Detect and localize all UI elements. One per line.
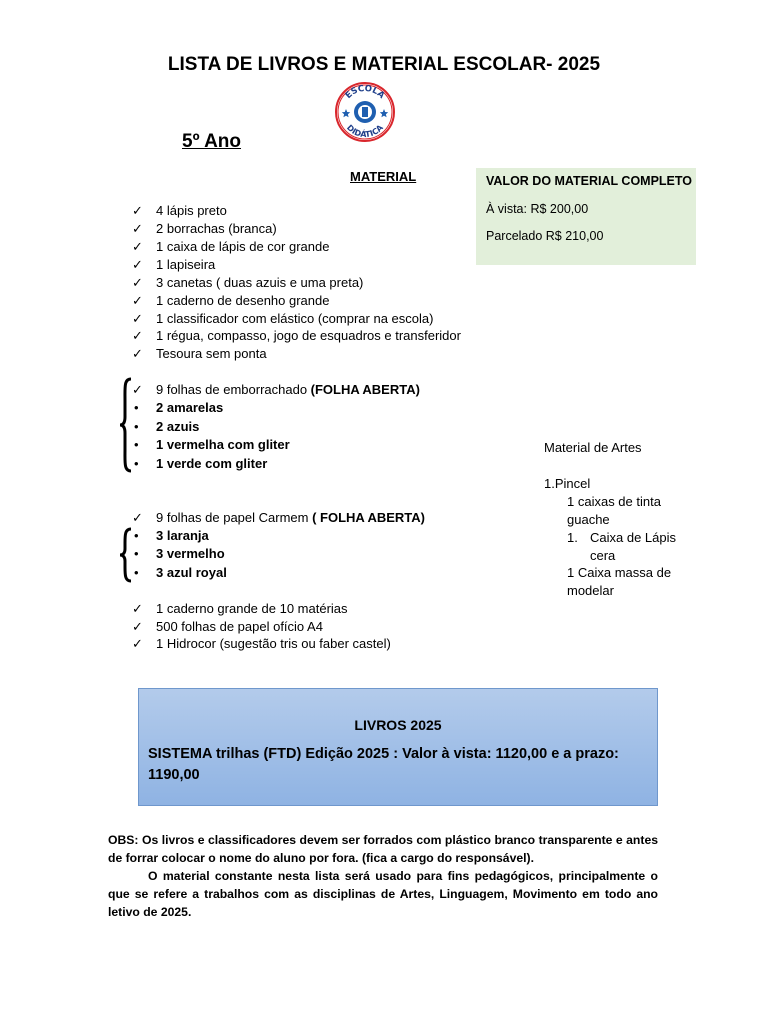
- price-box: [476, 168, 696, 265]
- books-box: [138, 688, 658, 806]
- material-heading: MATERIAL: [350, 169, 417, 184]
- price-heading: VALOR DO MATERIAL COMPLETO: [486, 174, 693, 188]
- logo-text-bottom: DIDÁTICA: [345, 123, 385, 140]
- arts-item: 1.Pincel: [544, 476, 591, 491]
- check-icon: ✓: [132, 346, 143, 361]
- check-icon: ✓: [132, 221, 143, 236]
- bullet-icon: •: [134, 437, 139, 452]
- price-cash: À vista: R$ 200,00: [486, 202, 589, 216]
- brace-icon: [118, 527, 134, 583]
- check-icon: ✓: [132, 257, 143, 272]
- arts-item: 1 Caixa massa de: [567, 565, 672, 580]
- check-icon: ✓: [132, 311, 143, 326]
- books-body: SISTEMA trilhas (FTD) Edição 2025 : Valor à vista: 1120,00 e a prazo: 1190,00: [148, 746, 619, 783]
- arts-item: cera: [590, 548, 616, 563]
- check-icon: ✓: [132, 382, 143, 397]
- bullet-icon: •: [134, 565, 139, 580]
- arts-item: guache: [567, 512, 610, 527]
- check-icon: ✓: [132, 275, 143, 290]
- check-icon: ✓: [132, 601, 143, 616]
- bullet-icon: •: [134, 528, 139, 543]
- obs-paragraph: OBS: Os livros e classificadores devem ser forrados com plástico branco transparente e antes de forrar colocar o nome do aluno por fora. (fica a cargo do responsável).: [108, 833, 658, 865]
- arts-heading: Material de Artes: [544, 440, 642, 455]
- arts-item: 1 caixas de tinta: [567, 494, 661, 509]
- check-icon: ✓: [132, 203, 143, 218]
- obs-paragraph: O material constante nesta lista será usado para fins pedagógicos, principalmente o que se refere a trabalhos com as disciplinas de Artes, Linguagem, Movimento em todo ano letivo de 2025.: [108, 869, 658, 919]
- check-icon: ✓: [132, 239, 143, 254]
- price-installments: Parcelado R$ 210,00: [486, 229, 604, 243]
- check-icon: ✓: [132, 510, 143, 525]
- logo-text-top: ESCOLA: [343, 83, 387, 101]
- bullet-icon: •: [134, 400, 139, 415]
- bullet-icon: •: [134, 419, 139, 434]
- arts-item: modelar: [567, 583, 614, 598]
- observations: [108, 831, 658, 921]
- arts-item: Caixa de Lápis: [590, 530, 676, 545]
- books-heading: LIVROS 2025: [354, 717, 442, 733]
- check-icon: ✓: [132, 328, 143, 343]
- school-logo: [334, 82, 396, 142]
- bullet-icon: •: [134, 546, 139, 561]
- page-title: LISTA DE LIVROS E MATERIAL ESCOLAR- 2025: [167, 54, 601, 75]
- arts-item-number: 1.: [567, 530, 578, 545]
- check-icon: ✓: [132, 636, 143, 651]
- bullet-icon: •: [134, 456, 139, 471]
- check-icon: ✓: [132, 293, 143, 308]
- grade-heading: 5º Ano: [182, 131, 242, 152]
- check-icon: ✓: [132, 619, 143, 634]
